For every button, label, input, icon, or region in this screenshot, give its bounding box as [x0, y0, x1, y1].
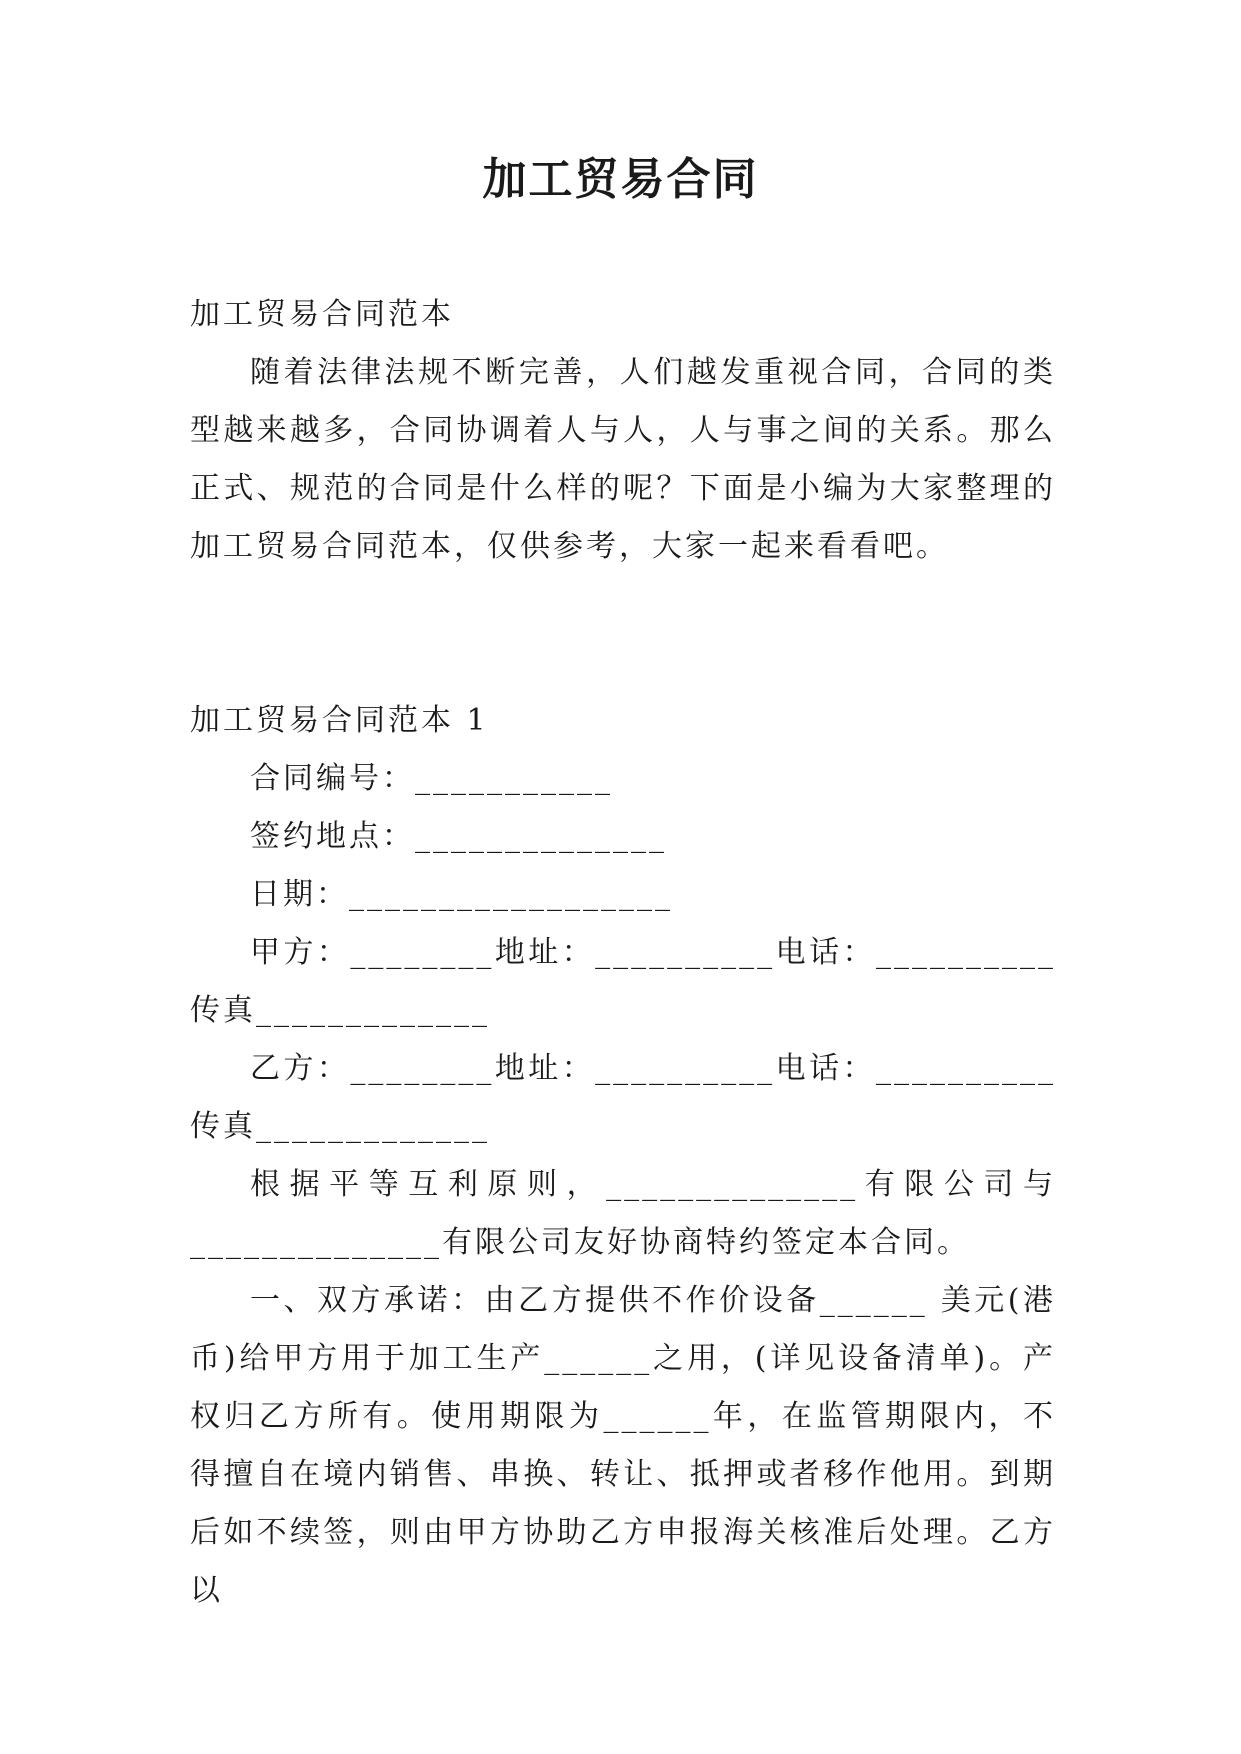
intro-paragraph: 随着法律法规不断完善，人们越发重视合同，合同的类型越来越多，合同协调着人与人，人与事之间的关系。那么正式、规范的合同是什么样的呢？下面是小编为大家整理的加工贸易合同范本，仅供参考，大家一起来看看吧。: [190, 355, 1056, 564]
document-body: [190, 286, 1056, 1620]
section-heading-intro: 加工贸易合同范本: [190, 297, 454, 332]
document-title: 加工贸易合同: [482, 154, 759, 205]
party-b-line: 乙方：________地址：__________电话：__________传真_____________: [190, 1051, 1056, 1144]
date-line: 日期：__________________: [250, 877, 673, 912]
principle-paragraph: 根据平等互利原则，______________有限公司与______________有限公司友好协商特约签定本合同。: [190, 1167, 1056, 1260]
signing-place-line: 签约地点：______________: [250, 819, 667, 854]
party-a-line: 甲方：________地址：__________电话：__________传真_____________: [190, 935, 1056, 1028]
section-heading-sample-1: 加工贸易合同范本 1: [190, 703, 489, 738]
section-spacer: [190, 576, 1056, 692]
contract-number-line: 合同编号：___________: [250, 761, 613, 796]
clause-one-paragraph: 一、双方承诺：由乙方提供不作价设备______ 美元(港币)给甲方用于加工生产______之用，(详见设备清单)。产权归乙方所有。使用期限为______年，在监管期限内，不得擅自在境内销售、串换、转让、抵押或者移作他用。到期后如不续签，则由甲方协助乙方申报海关核准后处理。乙方以: [190, 1283, 1056, 1608]
